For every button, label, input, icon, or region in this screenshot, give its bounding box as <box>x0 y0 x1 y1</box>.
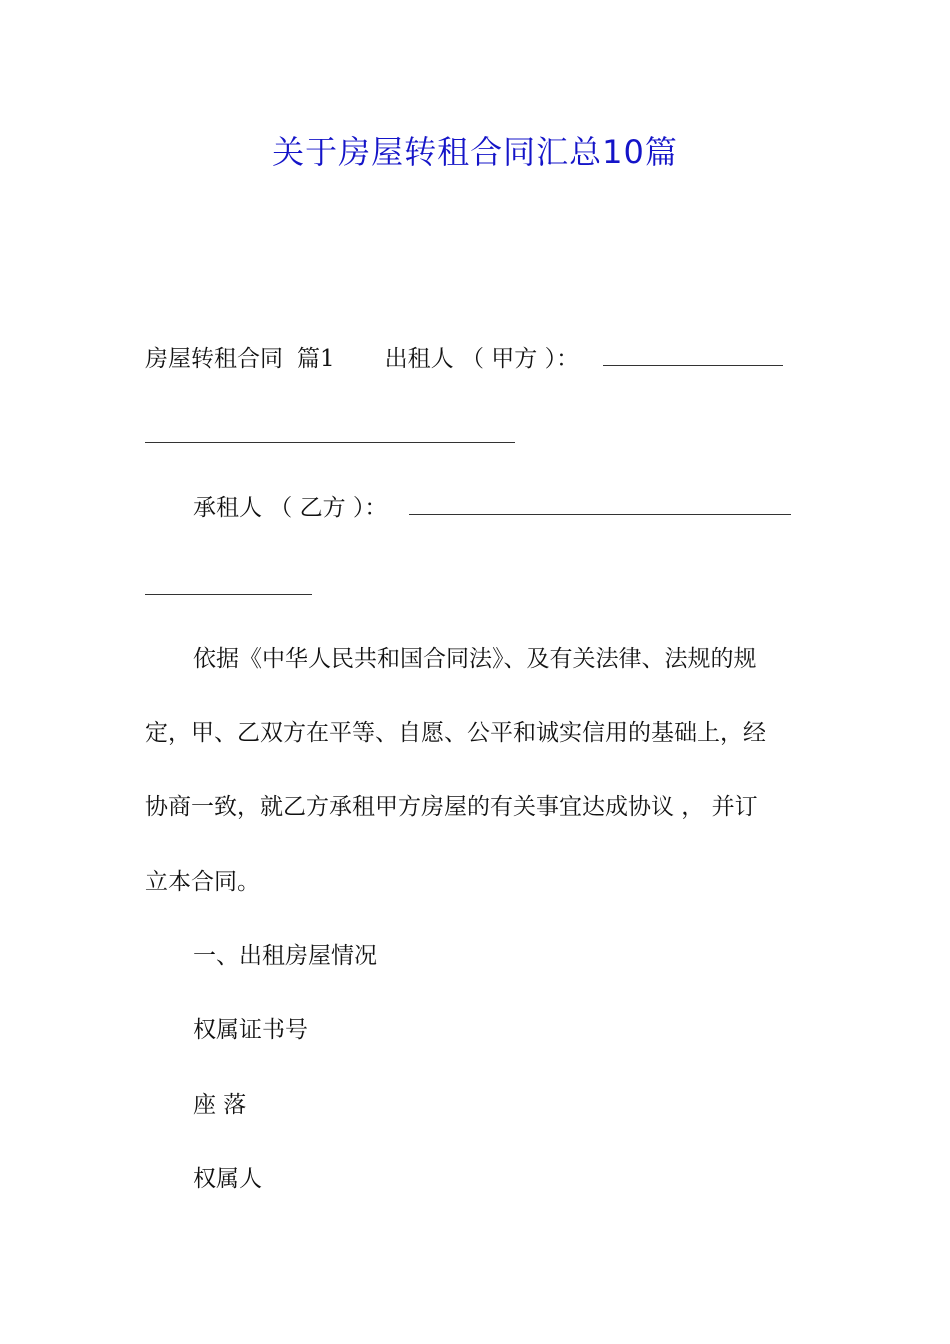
paragraph-line-2: 定，甲、乙双方在平等、自愿、公平和诚实信用的基础上，经 <box>145 720 766 746</box>
part-label: 篇1 <box>297 346 335 372</box>
lessee-blank-continued <box>145 593 312 595</box>
paragraph-line-3: 协商一致，就乙方承租甲方房屋的有关事宜达成协议 ， 并订 <box>145 794 758 820</box>
item-owner: 权属人 <box>193 1166 262 1192</box>
paragraph-line-4: 立本合同。 <box>145 869 260 895</box>
item-location: 座 落 <box>193 1092 247 1118</box>
lessor-label: 出租人 （ 甲方 ）： <box>384 346 580 372</box>
heading-line <box>145 343 807 375</box>
document-title: 关于房屋转租合同汇总10篇 <box>272 133 678 171</box>
lessor-blank-continued <box>145 441 515 443</box>
item-certificate-number: 权属证书号 <box>193 1017 308 1043</box>
section1-heading: 一、出租房屋情况 <box>193 943 377 969</box>
lessee-blank <box>409 492 791 515</box>
lessee-label: 承租人 （ 乙方 ）： <box>193 495 388 521</box>
paragraph-line-1: 依据《中华人民共和国合同法》、及有关法律、法规的规 <box>193 646 757 672</box>
lessee-line <box>193 492 807 524</box>
lessor-blank <box>603 343 783 366</box>
section-title: 房屋转租合同 <box>145 346 283 372</box>
